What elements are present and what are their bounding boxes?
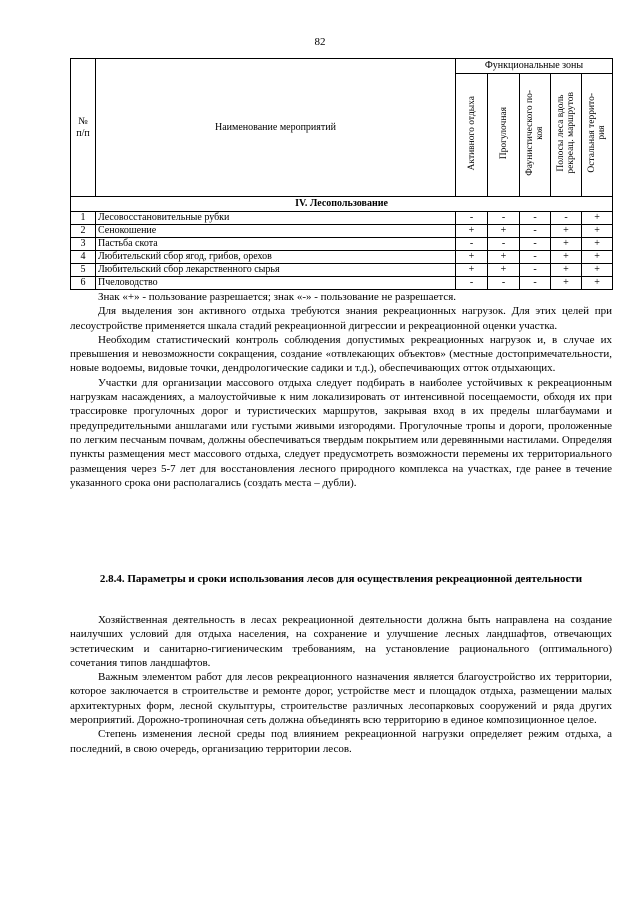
measures-table: [70, 58, 613, 290]
paragraph: Степень изменения лесной среды под влиянием рекреационной нагрузки определяет режим отдыха, а последний, в свою очередь, организацию территории лесов.: [70, 728, 612, 755]
zone-label: Фаунистического по- коя: [525, 90, 545, 176]
row-name: Пастьба скота: [96, 238, 456, 251]
row-mark: -: [456, 238, 488, 251]
table-row: [71, 238, 613, 251]
row-mark: -: [520, 212, 551, 225]
body-text-top: [70, 290, 612, 490]
row-mark: +: [582, 277, 613, 290]
row-mark: -: [520, 264, 551, 277]
row-mark: +: [582, 238, 613, 251]
zone-header: [582, 74, 613, 197]
table-row: [71, 251, 613, 264]
paragraph: Для выделения зон активного отдыха требуются знания рекреационных нагрузок. Для этих целей при лесоустройстве применяется шкала стадий рекреационной дигрессии и рекреационной оценки участка.: [70, 305, 612, 332]
row-mark: +: [551, 277, 582, 290]
paragraph: Необходим статистический контроль соблюдения допустимых рекреационных нагрузок и, в случае их превышения и невозможности сокращения, создание «отвлекающих объектов» (местные достопримечательности, новые водоемы, видовые точки, дендрологические садики и т.д.), обеспечивающих отток отдыхающих.: [70, 333, 612, 375]
row-mark: +: [488, 264, 520, 277]
zone-header: [488, 74, 520, 197]
row-number: 2: [71, 225, 96, 238]
paragraph: Хозяйственная деятельность в лесах рекреационной деятельности должна быть направлена на создание наилучших условий для отдыха населения, на сохранение и улучшение лесных ландшафтов, отвечающих эстетическим и санитарно-гигиеническим требованиям, на установление рационального (оптимального) сочетания типов ландшафтов.: [70, 614, 612, 669]
legend-text: Знак «+» - пользование разрешается; знак «-» - пользование не разрешается.: [98, 291, 457, 303]
zone-label: Остальная террито- рия: [587, 93, 607, 173]
body-text-bottom: [70, 613, 612, 756]
row-number: 6: [71, 277, 96, 290]
row-number: 1: [71, 212, 96, 225]
row-mark: -: [520, 277, 551, 290]
row-number: 5: [71, 264, 96, 277]
row-mark: +: [551, 264, 582, 277]
table-row: [71, 277, 613, 290]
row-number: 3: [71, 238, 96, 251]
row-mark: +: [551, 238, 582, 251]
row-mark: +: [582, 225, 613, 238]
section-heading: 2.8.4. Параметры и сроки использования лесов для осуществления рекреационной деятельности: [99, 573, 583, 585]
row-mark: -: [520, 251, 551, 264]
row-name: Любительский сбор ягод, грибов, орехов: [96, 251, 456, 264]
column-header-zones: Функциональные зоны: [456, 59, 613, 74]
zone-header: [520, 74, 551, 197]
row-name: Пчеловодство: [96, 277, 456, 290]
row-mark: -: [488, 212, 520, 225]
zone-header: [456, 74, 488, 197]
paragraph: Участки для организации массового отдыха следует подбирать в наиболее устойчивых к рекреационным нагрузкам насаждениях, а малоустойчивые к ним локализировать от интенсивной посещаемости, обходя их при трассировке прогулочных дорог и туристических маршрутов, закрывая вход в их пределы шлагбаумами и предупредительными аншлагами или густыми живыми изгородями. Прогулочные тропы и дороги, проложенные по легким песчаным почвам, должны обеспечиваться твердым покрытием или деревянными настилами. Определяя пункты размещения мест массового отдыха, следует предусмотреть возможности перемены их территориального размещения через 5-7 лет для восстановления лесного природного комплекса на участках, где ранее в течение указанного срока они располагались (создать места – дубли).: [70, 376, 612, 489]
row-mark: +: [488, 251, 520, 264]
zone-label: Прогулочная: [498, 106, 509, 160]
table-header-row: [71, 59, 613, 74]
row-mark: -: [456, 277, 488, 290]
column-header-number: № п/п: [71, 59, 96, 197]
row-name: Лесовосстановительные рубки: [96, 212, 456, 225]
column-header-name: Наименование мероприятий: [96, 59, 456, 197]
zone-header: [551, 74, 582, 197]
table-row: [71, 225, 613, 238]
row-mark: -: [488, 238, 520, 251]
table-row: [71, 264, 613, 277]
row-mark: +: [456, 225, 488, 238]
zone-label: Активного отдыха: [466, 95, 477, 171]
row-mark: +: [456, 264, 488, 277]
table-row: [71, 212, 613, 225]
row-name: Сенокошение: [96, 225, 456, 238]
section-title: IV. Лесопользование: [71, 197, 613, 212]
paragraph: Важным элементом работ для лесов рекреационного назначения является благоустройство их территории, которое заключается в строительстве и ремонте дорог, устройстве мест и площадок отдыха, размещении малых архитектурных форм, лесной скульптуры, строительстве различных лесопарковых сооружений и ряда других мероприятий. Дорожно-тропиночная сеть должна объединять всю территорию в единое композиционное целое.: [70, 671, 612, 727]
row-number: 4: [71, 251, 96, 264]
zone-label: Полосы леса вдоль рекреац. маршрутов: [556, 92, 576, 174]
row-mark: +: [551, 251, 582, 264]
row-mark: -: [520, 238, 551, 251]
row-mark: +: [582, 264, 613, 277]
row-mark: -: [456, 212, 488, 225]
table-section-row: [71, 197, 613, 212]
row-mark: +: [488, 225, 520, 238]
row-mark: +: [551, 225, 582, 238]
row-mark: +: [582, 251, 613, 264]
row-name: Любительский сбор лекарственного сырья: [96, 264, 456, 277]
row-mark: -: [488, 277, 520, 290]
row-mark: -: [520, 225, 551, 238]
row-mark: +: [582, 212, 613, 225]
row-mark: -: [551, 212, 582, 225]
row-mark: +: [456, 251, 488, 264]
page-number: 82: [314, 36, 326, 48]
